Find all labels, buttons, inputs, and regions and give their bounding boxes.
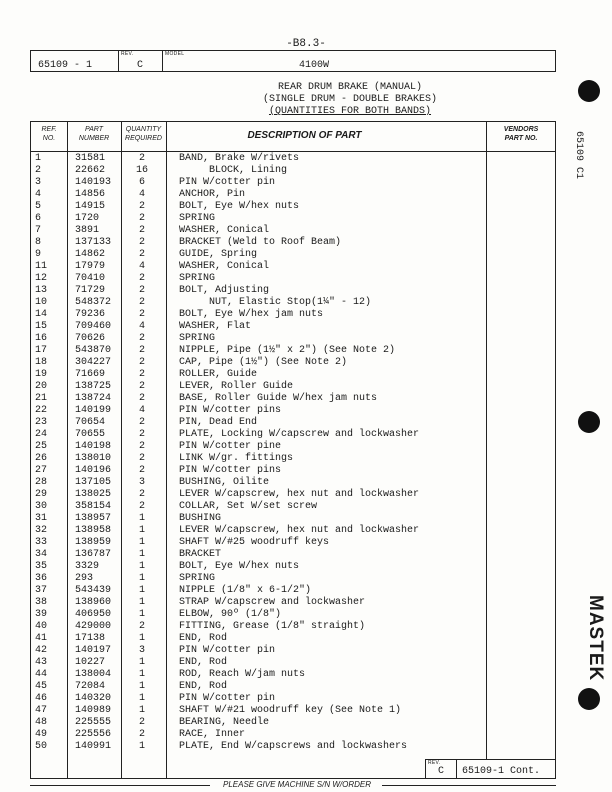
cell-quantity: 2 — [138, 225, 145, 236]
cell-part-number: 225555 — [75, 717, 112, 728]
header-code-box — [30, 50, 119, 72]
cell-description: WASHER, Conical — [179, 261, 270, 272]
cell-description: BUSHING — [179, 513, 222, 524]
cell-quantity: 2 — [138, 465, 145, 476]
table-row — [31, 465, 555, 477]
cell-ref: 19 — [35, 369, 48, 380]
cell-ref: 11 — [35, 261, 48, 272]
cell-description: NIPPLE, Pipe (1½" x 2") (See Note 2) — [179, 345, 396, 356]
cell-ref: 23 — [35, 417, 48, 428]
cell-ref: 29 — [35, 489, 48, 500]
cell-part-number: 140198 — [75, 441, 112, 452]
table-row — [31, 381, 555, 393]
table-row — [31, 285, 555, 297]
cell-part-number: 70410 — [75, 273, 106, 284]
cell-quantity: 2 — [138, 249, 145, 260]
cell-description: WASHER, Flat — [179, 321, 252, 332]
header-divider — [31, 151, 555, 152]
cell-part-number: 140991 — [75, 741, 112, 752]
cell-description: ROD, Reach W/jam nuts — [179, 669, 306, 680]
cell-quantity: 2 — [138, 489, 145, 500]
cell-part-number: 138725 — [75, 381, 112, 392]
header-rev: C — [137, 60, 144, 71]
cell-ref: 43 — [35, 657, 48, 668]
cell-part-number: 138958 — [75, 525, 112, 536]
cell-quantity: 6 — [138, 177, 145, 188]
cell-description: BLOCK, Lining — [179, 165, 288, 176]
header-model: 4100W — [299, 60, 330, 71]
cell-description: CAP, Pipe (1½") (See Note 2) — [179, 357, 348, 368]
cell-quantity: 2 — [138, 501, 145, 512]
cell-description: BOLT, Adjusting — [179, 285, 270, 296]
table-row — [31, 405, 555, 417]
table-row — [31, 297, 555, 309]
table-row — [31, 525, 555, 537]
cell-ref: 7 — [35, 225, 42, 236]
cell-quantity: 1 — [138, 513, 145, 524]
cell-quantity: 1 — [138, 585, 145, 596]
col-head-part-line2: NUMBER — [78, 135, 110, 142]
cell-ref: 16 — [35, 333, 48, 344]
title-line-3: (QUANTITIES FOR BOTH BANDS) — [268, 106, 432, 117]
cell-description: LINK W/gr. fittings — [179, 453, 294, 464]
cell-description: LEVER W/capscrew, hex nut and lockwasher — [179, 525, 420, 536]
cell-quantity: 2 — [138, 393, 145, 404]
cell-part-number: 138004 — [75, 669, 112, 680]
cell-part-number: 70626 — [75, 333, 106, 344]
cell-description: BOLT, Eye W/hex jam nuts — [179, 309, 324, 320]
table-row — [31, 165, 555, 177]
cell-description: BRACKET (Weld to Roof Beam) — [179, 237, 342, 248]
cell-description: BOLT, Eye W/hex nuts — [179, 561, 300, 572]
col-head-ref — [31, 125, 67, 143]
cell-description: COLLAR, Set W/set screw — [179, 501, 318, 512]
title-line-1: REAR DRUM BRAKE (MANUAL) — [277, 82, 423, 93]
cell-quantity: 1 — [138, 741, 145, 752]
header-rev-label: REV. — [121, 51, 134, 57]
cell-part-number: 140199 — [75, 405, 112, 416]
cell-part-number: 429000 — [75, 621, 112, 632]
table-row — [31, 177, 555, 189]
col-head-vendor — [486, 125, 556, 143]
table-row — [31, 273, 555, 285]
cell-description: ELBOW, 90º (1/8") — [179, 609, 282, 620]
cell-quantity: 1 — [138, 657, 145, 668]
footer-rev-label: REV. — [428, 760, 441, 766]
table-row — [31, 549, 555, 561]
cell-description: PIN W/cotter pin — [179, 645, 276, 656]
cell-ref: 39 — [35, 609, 48, 620]
cell-quantity: 2 — [138, 417, 145, 428]
cell-description: NIPPLE (1/8" x 6-1/2") — [179, 585, 312, 596]
cell-description: PLATE, Locking W/capscrew and lockwasher — [179, 429, 420, 440]
cell-ref: 8 — [35, 237, 42, 248]
cell-ref: 2 — [35, 165, 42, 176]
cell-quantity: 1 — [138, 669, 145, 680]
cell-part-number: 72084 — [75, 681, 106, 692]
cell-part-number: 3329 — [75, 561, 100, 572]
cell-ref: 24 — [35, 429, 48, 440]
cell-ref: 49 — [35, 729, 48, 740]
cell-description: BOLT, Eye W/hex nuts — [179, 201, 300, 212]
header-rev-box — [118, 50, 163, 72]
table-row — [31, 453, 555, 465]
cell-description: SPRING — [179, 273, 216, 284]
table-row — [31, 681, 555, 693]
cell-quantity: 2 — [138, 621, 145, 632]
cell-ref: 28 — [35, 477, 48, 488]
table-row — [31, 429, 555, 441]
cell-ref: 44 — [35, 669, 48, 680]
cell-quantity: 2 — [138, 729, 145, 740]
cell-part-number: 137105 — [75, 477, 112, 488]
cell-description: BEARING, Needle — [179, 717, 270, 728]
cell-part-number: 136787 — [75, 549, 112, 560]
cell-quantity: 2 — [138, 333, 145, 344]
cell-ref: 21 — [35, 393, 48, 404]
cell-ref: 4 — [35, 189, 42, 200]
cell-description: BASE, Roller Guide W/hex jam nuts — [179, 393, 378, 404]
cell-quantity: 2 — [138, 213, 145, 224]
header-model-label: MODEL — [165, 51, 185, 57]
cell-ref: 35 — [35, 561, 48, 572]
cell-part-number: 140193 — [75, 177, 112, 188]
cell-description: LEVER, Roller Guide — [179, 381, 294, 392]
cell-quantity: 1 — [138, 561, 145, 572]
cell-ref: 10 — [35, 297, 48, 308]
cell-part-number: 14862 — [75, 249, 106, 260]
footer-divider — [456, 760, 457, 778]
cell-part-number: 358154 — [75, 501, 112, 512]
cell-quantity: 2 — [138, 381, 145, 392]
cell-quantity: 1 — [138, 573, 145, 584]
cell-quantity: 2 — [138, 345, 145, 356]
cell-part-number: 406950 — [75, 609, 112, 620]
cell-ref: 5 — [35, 201, 42, 212]
cell-description: ANCHOR, Pin — [179, 189, 246, 200]
cell-description: GUIDE, Spring — [179, 249, 258, 260]
table-row — [31, 729, 555, 741]
cell-part-number: 140196 — [75, 465, 112, 476]
table-row — [31, 573, 555, 585]
cell-part-number: 138960 — [75, 597, 112, 608]
footer-box — [425, 759, 556, 779]
cell-quantity: 1 — [138, 597, 145, 608]
table-row — [31, 477, 555, 489]
cell-ref: 20 — [35, 381, 48, 392]
cell-quantity: 4 — [138, 405, 145, 416]
col-head-qty-line2: REQUIRED — [125, 135, 162, 142]
table-row — [31, 225, 555, 237]
cell-part-number: 79236 — [75, 309, 106, 320]
cell-quantity: 2 — [138, 237, 145, 248]
cell-description: BUSHING, Oilite — [179, 477, 270, 488]
cell-ref: 32 — [35, 525, 48, 536]
col-head-desc: DESCRIPTION OF PART — [247, 130, 362, 141]
col-head-part-line1: PART — [84, 126, 104, 133]
cell-ref: 33 — [35, 537, 48, 548]
cell-quantity: 2 — [138, 453, 145, 464]
cell-part-number: 140320 — [75, 693, 112, 704]
cell-quantity: 2 — [138, 285, 145, 296]
cell-quantity: 1 — [138, 525, 145, 536]
page-number: -B8.3- — [286, 38, 326, 50]
footer-continued: 65109-1 Cont. — [462, 766, 541, 777]
cell-description: STRAP W/capscrew and lockwasher — [179, 597, 366, 608]
cell-part-number: 543439 — [75, 585, 112, 596]
table-row — [31, 393, 555, 405]
table-row — [31, 717, 555, 729]
cell-ref: 37 — [35, 585, 48, 596]
cell-ref: 41 — [35, 633, 48, 644]
cell-part-number: 10227 — [75, 657, 106, 668]
table-row — [31, 441, 555, 453]
binder-hole — [578, 411, 600, 433]
cell-quantity: 1 — [138, 537, 145, 548]
table-row — [31, 585, 555, 597]
side-code: 65109 C1 — [573, 131, 584, 180]
cell-description: NUT, Elastic Stop(1¼" - 12) — [179, 297, 372, 308]
cell-part-number: 70655 — [75, 429, 106, 440]
cell-ref: 3 — [35, 177, 42, 188]
cell-ref: 36 — [35, 573, 48, 584]
col-head-qty-line1: QUANTITY — [125, 126, 162, 133]
cell-part-number: 140197 — [75, 645, 112, 656]
table-row — [31, 489, 555, 501]
header-model-box — [162, 50, 556, 72]
cell-quantity: 1 — [138, 633, 145, 644]
binder-hole — [578, 80, 600, 102]
cell-part-number: 138010 — [75, 453, 112, 464]
cell-ref: 9 — [35, 249, 42, 260]
table-row — [31, 153, 555, 165]
side-brand: MASTEK — [585, 595, 606, 682]
cell-description: PIN W/cotter pins — [179, 465, 282, 476]
table-row — [31, 189, 555, 201]
cell-quantity: 4 — [138, 321, 145, 332]
cell-ref: 12 — [35, 273, 48, 284]
footer-rev: C — [437, 766, 444, 777]
table-row — [31, 693, 555, 705]
table-row — [31, 357, 555, 369]
cell-part-number: 140989 — [75, 705, 112, 716]
cell-ref: 22 — [35, 405, 48, 416]
table-row — [31, 633, 555, 645]
cell-ref: 25 — [35, 441, 48, 452]
table-row — [31, 741, 555, 753]
cell-ref: 34 — [35, 549, 48, 560]
table-row — [31, 333, 555, 345]
title-line-2: (SINGLE DRUM - DOUBLE BRAKES) — [262, 94, 438, 105]
cell-part-number: 14915 — [75, 201, 106, 212]
cell-quantity: 1 — [138, 693, 145, 704]
footer-rule-right — [382, 785, 556, 786]
table-row — [31, 261, 555, 273]
cell-description: PIN W/cotter pine — [179, 441, 282, 452]
cell-quantity: 2 — [138, 153, 145, 164]
cell-ref: 48 — [35, 717, 48, 728]
col-head-vendor-line1: VENDORS — [503, 126, 539, 133]
cell-description: SHAFT W/#21 woodruff key (See Note 1) — [179, 705, 402, 716]
cell-part-number: 709460 — [75, 321, 112, 332]
cell-ref: 45 — [35, 681, 48, 692]
table-row — [31, 537, 555, 549]
col-head-part — [67, 125, 121, 143]
cell-quantity: 1 — [138, 549, 145, 560]
cell-description: PIN W/cotter pins — [179, 405, 282, 416]
cell-ref: 40 — [35, 621, 48, 632]
cell-ref: 30 — [35, 501, 48, 512]
cell-ref: 6 — [35, 213, 42, 224]
cell-ref: 42 — [35, 645, 48, 656]
cell-part-number: 548372 — [75, 297, 112, 308]
cell-part-number: 138724 — [75, 393, 112, 404]
table-row — [31, 609, 555, 621]
table-row — [31, 597, 555, 609]
cell-description: PIN W/cotter pin — [179, 693, 276, 704]
cell-quantity: 2 — [138, 309, 145, 320]
cell-description: WASHER, Conical — [179, 225, 270, 236]
cell-part-number: 138959 — [75, 537, 112, 548]
cell-quantity: 2 — [138, 201, 145, 212]
footer-rule-left — [30, 785, 210, 786]
table-row — [31, 369, 555, 381]
cell-part-number: 14856 — [75, 189, 106, 200]
table-row — [31, 213, 555, 225]
cell-ref: 38 — [35, 597, 48, 608]
table-row — [31, 513, 555, 525]
cell-quantity: 2 — [138, 717, 145, 728]
col-head-ref-line1: REF. — [41, 126, 57, 133]
cell-quantity: 2 — [138, 369, 145, 380]
cell-part-number: 17979 — [75, 261, 106, 272]
cell-quantity: 1 — [138, 681, 145, 692]
cell-quantity: 1 — [138, 609, 145, 620]
cell-quantity: 1 — [138, 705, 145, 716]
cell-ref: 1 — [35, 153, 42, 164]
cell-description: END, Rod — [179, 633, 228, 644]
cell-ref: 47 — [35, 705, 48, 716]
cell-ref: 27 — [35, 465, 48, 476]
table-row — [31, 621, 555, 633]
col-head-ref-line2: NO. — [42, 135, 56, 142]
table-row — [31, 645, 555, 657]
table-row — [31, 321, 555, 333]
table-row — [31, 309, 555, 321]
cell-ref: 15 — [35, 321, 48, 332]
cell-description: PLATE, End W/capscrews and lockwashers — [179, 741, 408, 752]
cell-description: PIN W/cotter pin — [179, 177, 276, 188]
table-row — [31, 345, 555, 357]
table-row — [31, 237, 555, 249]
header-code: 65109 - 1 — [38, 60, 93, 71]
cell-part-number: 22662 — [75, 165, 106, 176]
cell-ref: 31 — [35, 513, 48, 524]
title-block — [170, 82, 530, 118]
footer-note: PLEASE GIVE MACHINE S/N W/ORDER — [222, 780, 372, 789]
cell-ref: 46 — [35, 693, 48, 704]
table-row — [31, 561, 555, 573]
cell-description: LEVER W/capscrew, hex nut and lockwasher — [179, 489, 420, 500]
cell-part-number: 71729 — [75, 285, 106, 296]
table-row — [31, 201, 555, 213]
table-row — [31, 657, 555, 669]
table-row — [31, 669, 555, 681]
cell-part-number: 71669 — [75, 369, 106, 380]
cell-description: ROLLER, Guide — [179, 369, 258, 380]
cell-quantity: 2 — [138, 273, 145, 284]
cell-description: BRACKET — [179, 549, 222, 560]
cell-ref: 13 — [35, 285, 48, 296]
cell-description: SPRING — [179, 573, 216, 584]
cell-quantity: 3 — [138, 477, 145, 488]
cell-description: BAND, Brake W/rivets — [179, 153, 300, 164]
binder-hole — [578, 688, 600, 710]
cell-ref: 26 — [35, 453, 48, 464]
cell-quantity: 2 — [138, 357, 145, 368]
cell-part-number: 1720 — [75, 213, 100, 224]
cell-description: RACE, Inner — [179, 729, 246, 740]
cell-description: SPRING — [179, 333, 216, 344]
cell-description: END, Rod — [179, 657, 228, 668]
cell-quantity: 16 — [135, 165, 148, 176]
table-row — [31, 501, 555, 513]
cell-description: SHAFT W/#25 woodruff keys — [179, 537, 330, 548]
cell-description: PIN, Dead End — [179, 417, 258, 428]
cell-ref: 50 — [35, 741, 48, 752]
cell-description: END, Rod — [179, 681, 228, 692]
cell-part-number: 70654 — [75, 417, 106, 428]
cell-part-number: 3891 — [75, 225, 100, 236]
cell-ref: 18 — [35, 357, 48, 368]
cell-quantity: 4 — [138, 261, 145, 272]
col-head-vendor-line2: PART NO. — [504, 135, 538, 142]
col-head-qty — [121, 125, 166, 143]
cell-part-number: 138957 — [75, 513, 112, 524]
cell-quantity: 3 — [138, 645, 145, 656]
cell-quantity: 2 — [138, 429, 145, 440]
table-row — [31, 705, 555, 717]
table-row — [31, 249, 555, 261]
cell-part-number: 293 — [75, 573, 94, 584]
cell-part-number: 225556 — [75, 729, 112, 740]
cell-description: SPRING — [179, 213, 216, 224]
cell-part-number: 138025 — [75, 489, 112, 500]
cell-part-number: 543870 — [75, 345, 112, 356]
cell-quantity: 4 — [138, 189, 145, 200]
cell-description: FITTING, Grease (1/8" straight) — [179, 621, 366, 632]
table-row — [31, 417, 555, 429]
cell-quantity: 2 — [138, 441, 145, 452]
cell-ref: 17 — [35, 345, 48, 356]
cell-quantity: 2 — [138, 297, 145, 308]
cell-part-number: 304227 — [75, 357, 112, 368]
cell-ref: 14 — [35, 309, 48, 320]
cell-part-number: 17138 — [75, 633, 106, 644]
parts-table — [30, 121, 556, 779]
cell-part-number: 31581 — [75, 153, 106, 164]
cell-part-number: 137133 — [75, 237, 112, 248]
